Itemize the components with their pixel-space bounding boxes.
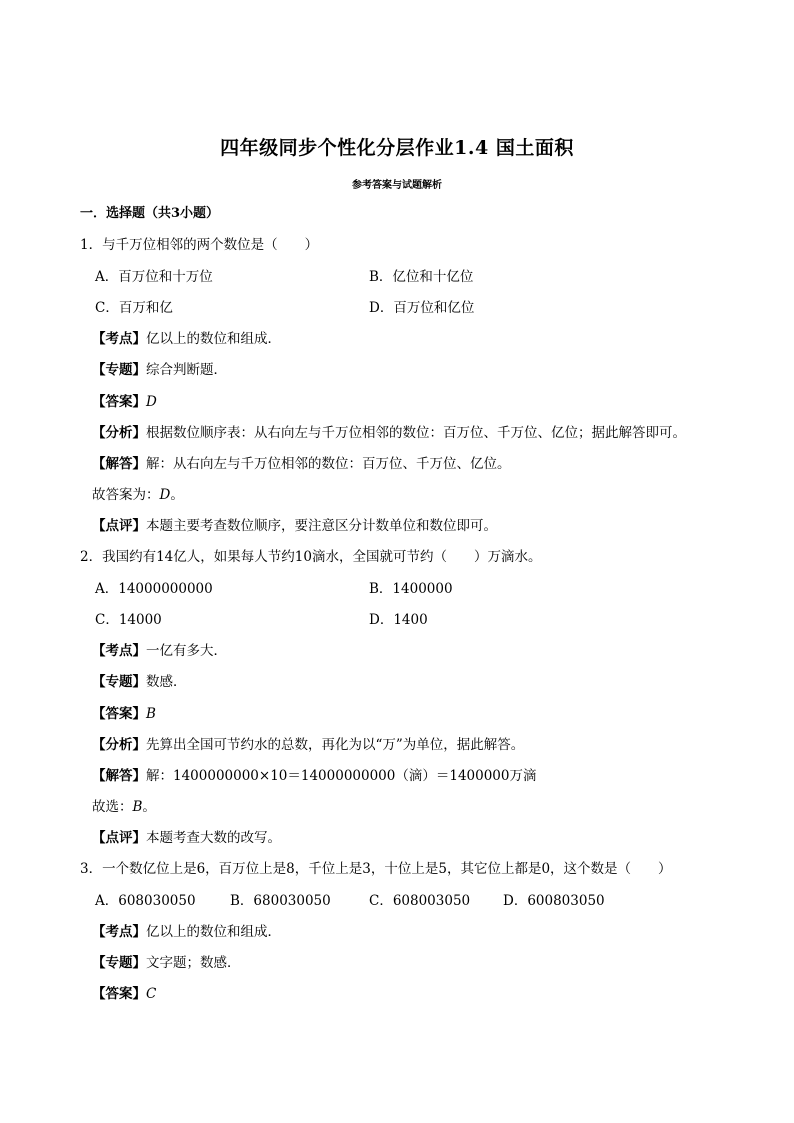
zhuanti-label: 【专题】 bbox=[92, 362, 146, 378]
page-title: 四年级同步个性化分层作业1.4 国土面积 bbox=[220, 137, 574, 159]
conclusion-value: D bbox=[159, 487, 171, 503]
conclusion-prefix: 故答案为： bbox=[92, 487, 160, 503]
fenxi-label: 【分析】 bbox=[92, 425, 146, 441]
question-1-option-b: B．亿位和十亿位 bbox=[369, 269, 474, 285]
question-2-option-b: B．1400000 bbox=[369, 581, 453, 597]
kaodian-label: 【考点】 bbox=[92, 331, 146, 347]
section-heading: 一．选择题（共3小题） bbox=[80, 206, 220, 221]
question-3-option-b: B．680030050 bbox=[230, 893, 331, 909]
jieda-label: 【解答】 bbox=[92, 768, 146, 784]
jieda-text: 解：从右向左与千万位相邻的数位：百万位、千万位、亿位。 bbox=[146, 456, 511, 472]
question-1-zhuanti bbox=[92, 361, 227, 379]
dianping-text: 本题主要考查数位顺序，要注意区分计数单位和数位即可。 bbox=[146, 518, 497, 534]
dianping-label: 【点评】 bbox=[92, 518, 146, 534]
answer-label: 【答案】 bbox=[92, 706, 146, 722]
question-1-dianping bbox=[92, 517, 497, 535]
question-1-conclusion bbox=[92, 486, 184, 504]
conclusion-suffix: 。 bbox=[170, 487, 184, 503]
question-1-option-c: C．百万和亿 bbox=[95, 300, 173, 316]
question-2-option-c: C．14000 bbox=[95, 612, 162, 628]
question-2-stem: 2．我国约有14亿人，如果每人节约10滴水，全国就可节约（ ）万滴水。 bbox=[80, 549, 542, 565]
kaodian-text: 一亿有多大． bbox=[146, 643, 227, 659]
answer-value: B bbox=[146, 706, 156, 722]
question-1-answer bbox=[92, 393, 157, 411]
kaodian-label: 【考点】 bbox=[92, 643, 146, 659]
answer-value: D bbox=[146, 394, 157, 410]
question-2-answer bbox=[92, 705, 156, 723]
question-3-kaodian bbox=[92, 923, 281, 941]
conclusion-prefix: 故选： bbox=[92, 799, 133, 815]
question-3-option-c: C．608003050 bbox=[369, 893, 471, 909]
fenxi-text: 先算出全国可节约水的总数，再化为以“万”为单位，据此解答。 bbox=[146, 737, 525, 753]
question-1-kaodian bbox=[92, 330, 281, 348]
jieda-text: 解：1400000000×10＝14000000000（滴）＝1400000万滴 bbox=[146, 768, 537, 784]
question-3-zhuanti bbox=[92, 954, 241, 972]
question-2-zhuanti bbox=[92, 673, 187, 691]
question-2-conclusion bbox=[92, 798, 156, 816]
fenxi-text: 根据数位顺序表：从右向左与千万位相邻的数位：百万位、千万位、亿位；据此解答即可。 bbox=[146, 425, 686, 441]
kaodian-label: 【考点】 bbox=[92, 924, 146, 940]
question-2-option-a: A．14000000000 bbox=[95, 581, 213, 597]
question-2-dianping bbox=[92, 829, 281, 847]
fenxi-label: 【分析】 bbox=[92, 737, 146, 753]
question-2-jieda bbox=[92, 767, 537, 785]
zhuanti-label: 【专题】 bbox=[92, 955, 146, 971]
zhuanti-text: 综合判断题． bbox=[146, 362, 227, 378]
dianping-text: 本题考查大数的改写。 bbox=[146, 830, 281, 846]
answer-value: C bbox=[146, 986, 157, 1002]
jieda-label: 【解答】 bbox=[92, 456, 146, 472]
question-3-option-d: D．600803050 bbox=[503, 893, 605, 909]
question-2-option-d: D．1400 bbox=[369, 612, 428, 628]
conclusion-value: B bbox=[132, 799, 143, 815]
conclusion-suffix: 。 bbox=[142, 799, 156, 815]
kaodian-text: 亿以上的数位和组成． bbox=[146, 331, 281, 347]
question-1-option-d: D．百万位和亿位 bbox=[369, 300, 475, 316]
question-2-kaodian bbox=[92, 642, 227, 660]
zhuanti-label: 【专题】 bbox=[92, 674, 146, 690]
question-1-jieda bbox=[92, 455, 511, 473]
answer-label: 【答案】 bbox=[92, 394, 146, 410]
question-1-option-a: A．百万位和十万位 bbox=[95, 269, 213, 285]
zhuanti-text: 数感． bbox=[146, 674, 187, 690]
question-1-fenxi bbox=[92, 424, 686, 442]
question-3-answer bbox=[92, 985, 156, 1003]
question-1-stem: 1．与千万位相邻的两个数位是（ ） bbox=[80, 237, 319, 253]
question-3-stem: 3．一个数亿位上是6，百万位上是8，千位上是3，十位上是5，其它位上都是0，这个数是（ ） bbox=[80, 861, 672, 877]
dianping-label: 【点评】 bbox=[92, 830, 146, 846]
question-3-option-a: A．608030050 bbox=[95, 893, 196, 909]
question-2-fenxi bbox=[92, 736, 524, 754]
page-subtitle: 参考答案与试题解析 bbox=[352, 180, 442, 191]
answer-label: 【答案】 bbox=[92, 986, 146, 1002]
kaodian-text: 亿以上的数位和组成． bbox=[146, 924, 281, 940]
zhuanti-text: 文字题；数感． bbox=[146, 955, 241, 971]
